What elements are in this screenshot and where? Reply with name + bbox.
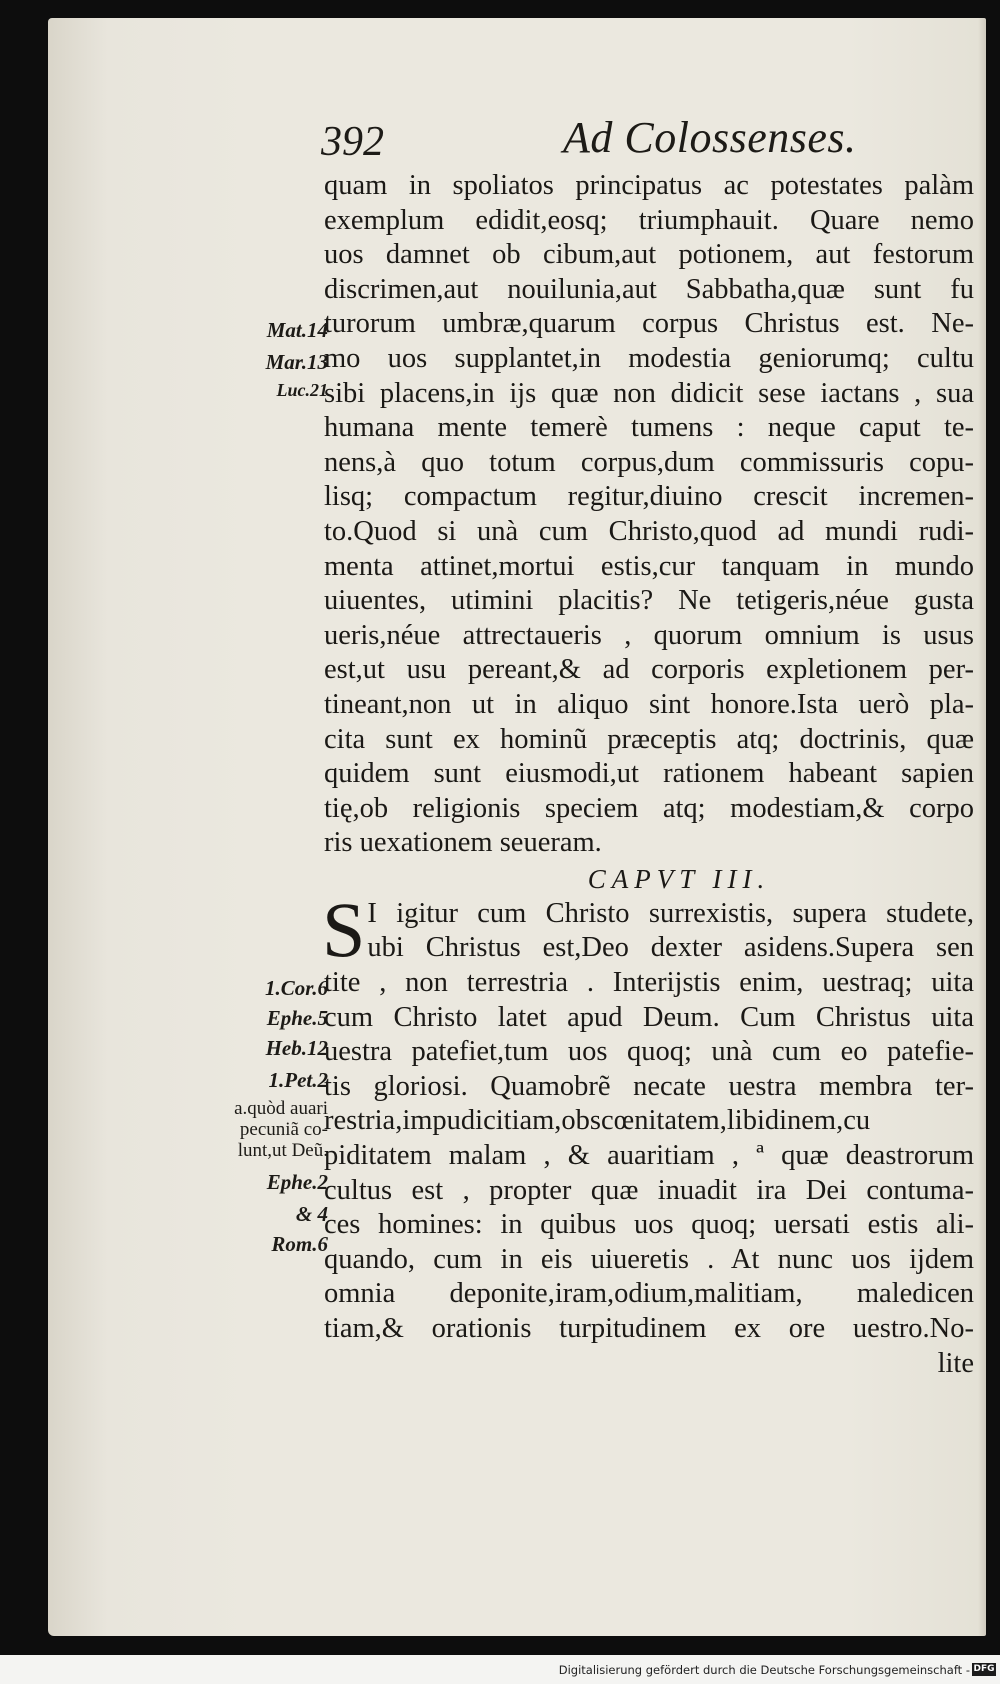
text-line: discrimen,aut nouilunia,aut Sabbatha,quæ sunt fu xyxy=(324,273,974,305)
text-line: mo uos supplantet,in modestia geniorumq; cultu xyxy=(324,342,974,374)
page-number: 392 xyxy=(321,119,384,165)
margin-gloss-line: a.quòd auari xyxy=(234,1098,328,1119)
text-line: ueris,néue attrectaueris , quorum omnium is usus xyxy=(324,619,974,651)
text-line: menta attinet,mortui estis,cur tanquam in mundo xyxy=(324,550,974,582)
text-line: tiam,& orationis turpitudinem ex ore uestro.No- xyxy=(324,1313,974,1344)
margin-note: 1.Pet.2 xyxy=(268,1068,328,1092)
text-line: tineant,non ut in aliquo sint honore.Ista uerò pla- xyxy=(324,688,974,720)
funding-credit: Digitalisierung gefördert durch die Deutsche Forschungsgemeinschaft - xyxy=(558,1663,970,1677)
margin-note: Luc.21 xyxy=(276,380,328,400)
margin-note: Mar.13 xyxy=(265,350,328,374)
text-line: turorum umbræ,quarum corpus Christus est. Ne- xyxy=(324,308,974,340)
text-line: exemplum edidit,eosq; triumphauit. Quare nemo xyxy=(324,204,974,236)
text-line: cultus est , propter quæ inuadit ira Dei contuma- xyxy=(324,1174,974,1206)
text-line: cita sunt ex hominũ præceptis atq; doctrinis, quæ xyxy=(324,723,974,755)
margin-note: Heb.12 xyxy=(265,1036,328,1060)
text-line: ces homines: in quibus uos quoq; uersati estis ali- xyxy=(324,1209,974,1241)
text-line: humana mente temerè tumens : neque caput te- xyxy=(324,412,974,444)
text-line: ris uexationem seueram. xyxy=(324,827,602,859)
text-line: uestra patefiet,tum uos quoq; unà cum eo patefie- xyxy=(324,1036,974,1068)
catchword: lite xyxy=(937,1347,974,1379)
margin-note: Ephe.2 xyxy=(266,1170,328,1194)
text-line: piditatem malam , & auaritiam , ª quæ deastrorum xyxy=(324,1140,974,1172)
page-header xyxy=(48,108,986,168)
running-head: Ad Colossenses. xyxy=(563,113,857,162)
text-line: tię,ob religionis speciem atq; modestiam,& corpo xyxy=(324,792,974,824)
dfg-logo: DFG xyxy=(973,1664,995,1674)
margin-gloss-line: lunt,ut Deũ. xyxy=(237,1140,328,1161)
dropcap: S xyxy=(322,885,366,973)
text-line: sibi placens,in ijs quæ non didicit sese iactans , sua xyxy=(324,377,974,409)
margin-gloss-line: pecuniã co- xyxy=(239,1119,328,1140)
margin-note: Rom.6 xyxy=(271,1232,328,1256)
margin-note: & 4 xyxy=(295,1202,328,1226)
text-line: ubi Christus est,Deo dexter asidens.Supera sen xyxy=(367,932,974,964)
text-line: quam in spoliatos principatus ac potestates palàm xyxy=(324,170,974,201)
text-line: uos damnet ob cibum,aut potionem, aut festorum xyxy=(324,239,974,271)
text-line: tis gloriosi. Quamobrẽ necate uestra membra ter- xyxy=(324,1070,974,1102)
margin-note: Ephe.5 xyxy=(266,1006,328,1030)
margin-note: 1.Cor.6 xyxy=(264,976,328,1000)
text-line: quando, cum in eis uiueretis . At nunc uos ijdem xyxy=(324,1243,974,1275)
text-line: quidem sunt eiusmodi,ut rationem habeant sapien xyxy=(324,758,974,790)
text-line: est,ut usu pereant,& ad corporis expletionem per- xyxy=(324,654,974,686)
text-line-content: I igitur cum Christo surrexistis, supera studete, xyxy=(367,897,974,929)
text-line: restria,impudicitiam,obscœnitatem,libidinem,cu xyxy=(324,1105,871,1137)
text-line: lisq; compactum regitur,diuino crescit incremen- xyxy=(324,481,974,513)
text-line: nens,à quo totum corpus,dum commissuris copu- xyxy=(324,446,974,478)
book-page xyxy=(48,18,986,1636)
margin-note: Mat.14 xyxy=(266,318,328,342)
footer xyxy=(0,1660,1000,1684)
text-line: to.Quod si unà cum Christo,quod ad mundi rudi- xyxy=(324,515,974,547)
main-text xyxy=(324,169,974,1381)
text-line: uiuentes, utimini placitis? Ne tetigeris,néue gusta xyxy=(324,585,974,617)
text-line: cum Christo latet apud Deum. Cum Christus uita xyxy=(324,1001,974,1033)
text-line: tite , non terrestria . Interijstis enim, uestraq; uita xyxy=(324,967,974,999)
text-line: omnia deponite,iram,odium,malitiam, maledicen xyxy=(324,1278,974,1310)
chapter-heading: CAPVT III. xyxy=(587,863,771,894)
